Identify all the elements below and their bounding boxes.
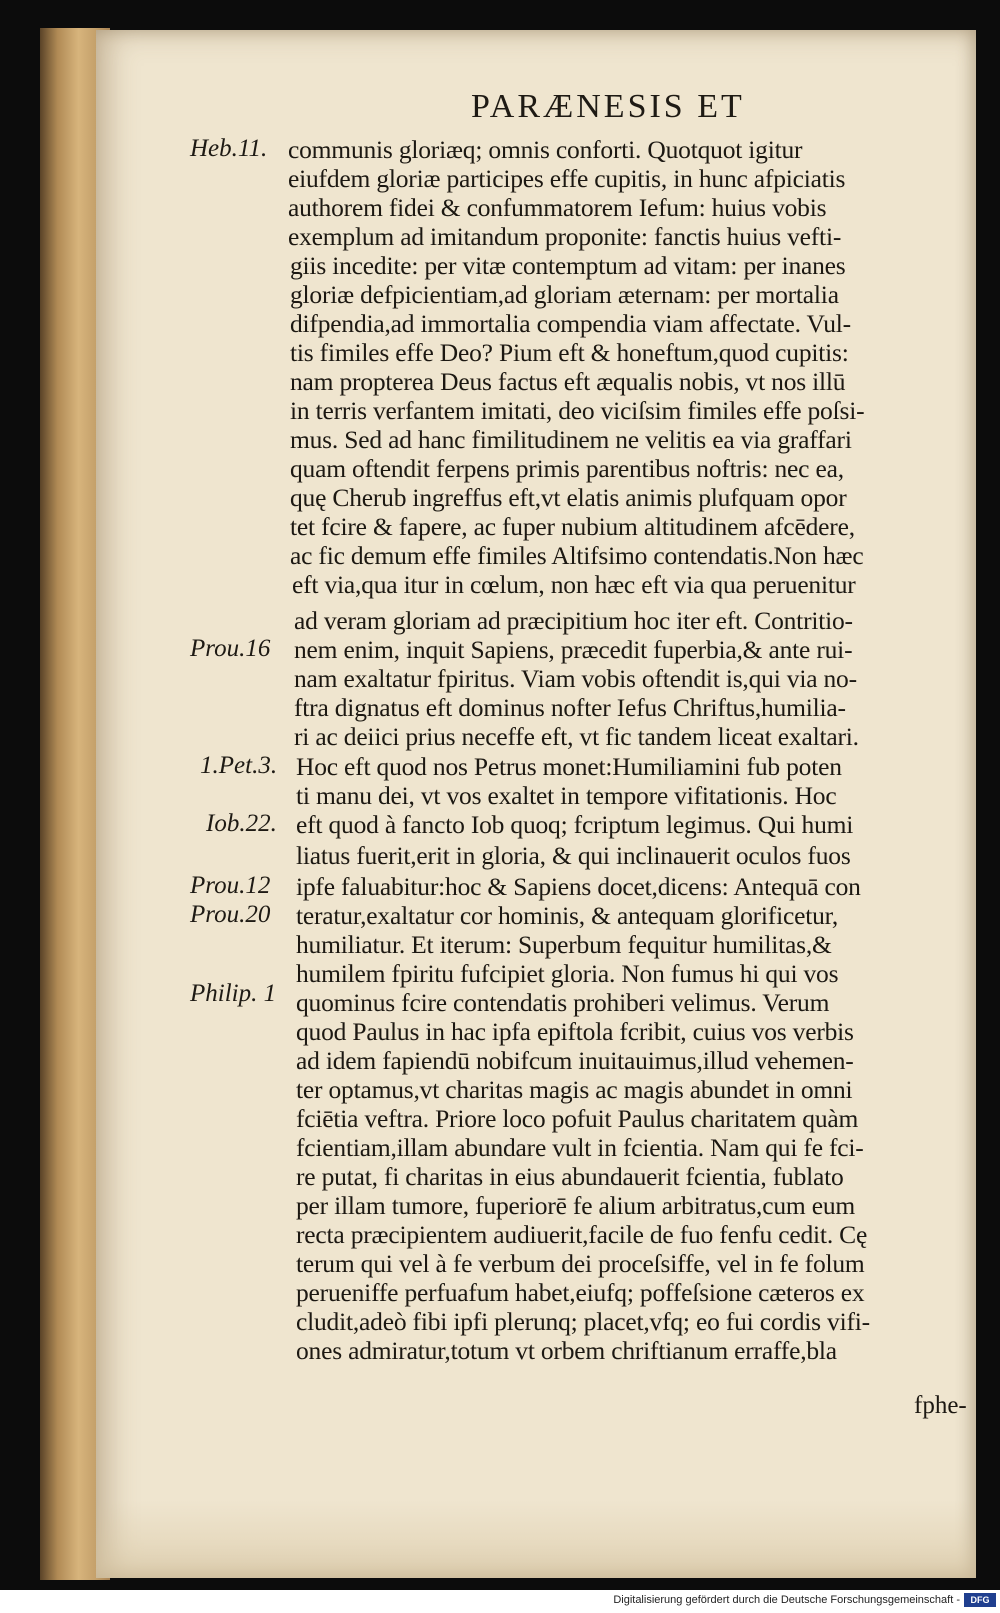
text-line: cludit,adeò fibi ipfi plerunq; placet,vfq; eo fui cordis vifi- [296, 1307, 870, 1336]
text-line: nam propterea Deus factus eft æqualis nobis, vt nos illū [290, 367, 846, 396]
text-line: eft quod à fancto Iob quoq; fcriptum legimus. Qui humi [296, 810, 854, 839]
text-line: ri ac deiici prius neceffe eft, vt fic tandem liceat exaltari. [294, 722, 859, 751]
text-line: teratur,exaltatur cor hominis, & antequam glorificetur, [296, 901, 839, 930]
text-line: terum qui vel à fe verbum dei proceſsiffe, vel in fe folum [296, 1249, 865, 1278]
text-line: difpendia,ad immortalia compendia viam affectate. Vul- [290, 309, 851, 338]
text-line: giis incedite: per vitæ contemptum ad vitam: per inanes [290, 251, 846, 280]
text-line: humilem fpiritu fufcipiet gloria. Non fumus hi qui vos [296, 959, 839, 988]
text-line: ad idem fapiendū nobifcum inuitauimus,illud vehemen- [296, 1046, 854, 1075]
dfg-logo: DFG [964, 1593, 996, 1607]
margin-note: Prou.16 [190, 635, 271, 662]
text-line: eiufdem gloriæ participes effe cupitis, in hunc afpiciatis [288, 164, 846, 193]
margin-note: Heb.11. [190, 135, 268, 162]
text-line: humiliatur. Et iterum: Superbum fequitur humilitas,& [296, 930, 832, 959]
text-line: ftra dignatus eft dominus nofter Iefus Chriftus,humilia- [294, 693, 846, 722]
text-line: tet fcire & fapere, ac fuper nubium altitudinem afcēdere, [290, 512, 855, 541]
text-line: ac fic demum effe fimiles Altifsimo contendatis.Non hæc [290, 541, 864, 570]
text-line: tis fimiles effe Deo? Pium eft & honeftum,quod cupitis: [290, 338, 849, 367]
text-line: authorem fidei & confummatorem Iefum: huius vobis [288, 193, 827, 222]
running-head [471, 88, 745, 126]
text-line: exemplum ad imitandum proponite: fanctis huius vefti- [288, 222, 842, 251]
book-page [96, 30, 976, 1578]
margin-note: Prou.12 [190, 872, 271, 899]
text-line: perueniffe perfuafum habet,eiufq; poffeſsione cæteros ex [296, 1278, 865, 1307]
text-line: ones admiratur,totum vt orbem chriftianum erraffe,bla [296, 1336, 837, 1365]
text-line: per illam tumore, fuperiorē fe alium arbitratus,cum eum [296, 1191, 856, 1220]
text-line: communis gloriæq; omnis conforti. Quotquot igitur [288, 135, 803, 164]
text-line: ti manu dei, vt vos exaltet in tempore vifitationis. Hoc [296, 781, 837, 810]
footer-credit: Digitalisierung gefördert durch die Deutsche Forschungsgemeinschaft - [613, 1594, 960, 1606]
text-line: ad veram gloriam ad præcipitium hoc iter eft. Contritio- [294, 606, 853, 635]
text-line: ipfe faluabitur:hoc & Sapiens docet,dicens: Antequā con [296, 872, 861, 901]
text-line: quam oftendit ferpens primis parentibus noftris: nec ea, [290, 454, 844, 483]
text-line: eft via,qua itur in cœlum, non hæc eft via qua peruenitur [292, 570, 856, 599]
running-head-text: PARÆNESIS ET [471, 88, 745, 125]
text-line: gloriæ defpicientiam,ad gloriam æternam: per mortalia [290, 280, 839, 309]
text-line: quod Paulus in hac ipfa epiftola fcribit, cuius vos verbis [296, 1017, 854, 1046]
margin-note: Iob.22. [206, 810, 277, 837]
text-line: mus. Sed ad hanc fimilitudinem ne velitis ea via graffari [290, 425, 852, 454]
text-line: quę Cherub ingreffus eft,vt elatis animis plufquam opor [290, 483, 847, 512]
text-line: ter optamus,vt charitas magis ac magis abundet in omni [296, 1075, 853, 1104]
text-line: in terris verfantem imitati, deo viciſsim fimiles effe poſsi- [290, 396, 865, 425]
text-line: Hoc eft quod nos Petrus monet:Humiliamini fub poten [296, 752, 842, 781]
margin-note: Philip. 1 [190, 980, 277, 1007]
catchword: fphe- [914, 1392, 967, 1419]
margin-note: Prou.20 [190, 901, 271, 928]
text-line: fcientiam,illam abundare vult in fcientia. Nam qui fe fci- [296, 1133, 864, 1162]
text-line: nem enim, inquit Sapiens, præcedit fuperbia,& ante rui- [294, 635, 853, 664]
footer-bar [0, 1590, 1000, 1613]
margin-note: 1.Pet.3. [200, 752, 278, 779]
text-line: liatus fuerit,erit in gloria, & qui inclinauerit oculos fuos [296, 841, 851, 870]
text-line: fciētia veftra. Priore loco pofuit Paulus charitatem quàm [296, 1104, 859, 1133]
text-line: nam exaltatur fpiritus. Viam vobis oftendit is,qui via no- [294, 664, 857, 693]
text-line: quominus fcire contendatis prohiberi velimus. Verum [296, 988, 830, 1017]
text-line: recta præcipientem audiuerit,facile de fuo fenfu cedit. Cę [296, 1220, 868, 1249]
text-line: re putat, fi charitas in eius abundauerit fcientia, fublato [296, 1162, 844, 1191]
